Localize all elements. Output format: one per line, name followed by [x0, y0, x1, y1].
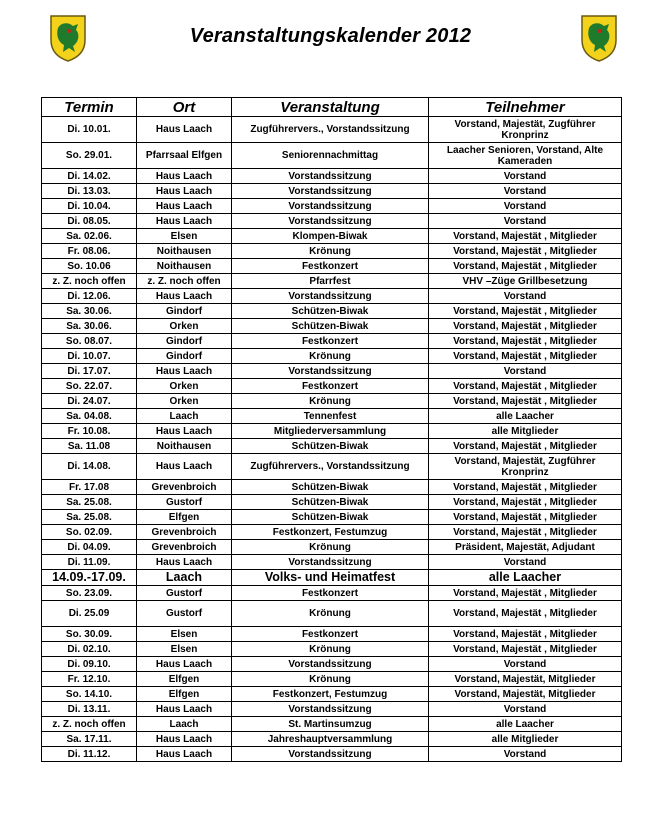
- cell-veranstaltung: St. Martinsumzug: [232, 717, 429, 732]
- cell-termin: Di. 17.07.: [42, 364, 137, 379]
- cell-teilnehmer: Vorstand, Majestät , Mitglieder: [429, 244, 622, 259]
- cell-termin: Sa. 17.11.: [42, 732, 137, 747]
- cell-ort: Elfgen: [137, 510, 232, 525]
- cell-ort: Elsen: [137, 627, 232, 642]
- cell-ort: Noithausen: [137, 244, 232, 259]
- cell-veranstaltung: Volks- und Heimatfest: [232, 570, 429, 586]
- table-row: [42, 717, 622, 732]
- cell-veranstaltung: Vorstandssitzung: [232, 702, 429, 717]
- cell-veranstaltung: Vorstandssitzung: [232, 364, 429, 379]
- table-row: [42, 394, 622, 409]
- cell-veranstaltung: Festkonzert: [232, 334, 429, 349]
- table-row: [42, 642, 622, 657]
- table-row: [42, 495, 622, 510]
- cell-ort: Haus Laach: [137, 117, 232, 143]
- cell-veranstaltung: Festkonzert: [232, 586, 429, 601]
- cell-veranstaltung: Tennenfest: [232, 409, 429, 424]
- cell-veranstaltung: Krönung: [232, 642, 429, 657]
- table-row: [42, 555, 622, 570]
- cell-teilnehmer: Vorstand: [429, 199, 622, 214]
- cell-veranstaltung: Festkonzert, Festumzug: [232, 687, 429, 702]
- cell-termin: Di. 11.12.: [42, 747, 137, 762]
- table-row: [42, 657, 622, 672]
- cell-termin: Di. 02.10.: [42, 642, 137, 657]
- cell-ort: Elfgen: [137, 672, 232, 687]
- cell-termin: Di. 10.07.: [42, 349, 137, 364]
- table-row: [42, 274, 622, 289]
- cell-termin: Sa. 02.06.: [42, 229, 137, 244]
- cell-termin: Di. 14.08.: [42, 454, 137, 480]
- cell-veranstaltung: Vorstandssitzung: [232, 169, 429, 184]
- table-row: [42, 525, 622, 540]
- table-header-row: [42, 98, 622, 117]
- cell-teilnehmer: Vorstand: [429, 555, 622, 570]
- table-row: [42, 214, 622, 229]
- table-row: [42, 601, 622, 627]
- cell-termin: So. 23.09.: [42, 586, 137, 601]
- table-row: [42, 454, 622, 480]
- cell-veranstaltung: Krönung: [232, 394, 429, 409]
- cell-veranstaltung: Vorstandssitzung: [232, 289, 429, 304]
- cell-termin: So. 29.01.: [42, 143, 137, 169]
- cell-veranstaltung: Festkonzert: [232, 379, 429, 394]
- cell-ort: Laach: [137, 409, 232, 424]
- table-row: [42, 199, 622, 214]
- cell-termin: Fr. 17.08: [42, 480, 137, 495]
- cell-termin: Di. 24.07.: [42, 394, 137, 409]
- cell-termin: So. 30.09.: [42, 627, 137, 642]
- cell-ort: Grevenbroich: [137, 540, 232, 555]
- cell-teilnehmer: Vorstand, Majestät , Mitglieder: [429, 642, 622, 657]
- cell-teilnehmer: Vorstand: [429, 364, 622, 379]
- cell-termin: So. 08.07.: [42, 334, 137, 349]
- cell-teilnehmer: Vorstand, Majestät , Mitglieder: [429, 304, 622, 319]
- cell-veranstaltung: Krönung: [232, 540, 429, 555]
- table-row: [42, 540, 622, 555]
- cell-veranstaltung: Vorstandssitzung: [232, 555, 429, 570]
- cell-ort: Grevenbroich: [137, 480, 232, 495]
- cell-veranstaltung: Mitgliederversammlung: [232, 424, 429, 439]
- table-row: [42, 424, 622, 439]
- header-ort: Ort: [137, 98, 232, 117]
- table-row: [42, 672, 622, 687]
- cell-teilnehmer: Vorstand: [429, 702, 622, 717]
- cell-termin: Di. 08.05.: [42, 214, 137, 229]
- cell-veranstaltung: Krönung: [232, 672, 429, 687]
- cell-veranstaltung: Seniorennachmittag: [232, 143, 429, 169]
- cell-teilnehmer: Laacher Senioren, Vorstand, Alte Kameraden: [429, 143, 622, 169]
- cell-teilnehmer: Vorstand, Majestät, Zugführer Kronprinz: [429, 117, 622, 143]
- cell-termin: So. 22.07.: [42, 379, 137, 394]
- cell-ort: Gindorf: [137, 304, 232, 319]
- cell-teilnehmer: Vorstand, Majestät , Mitglieder: [429, 480, 622, 495]
- cell-ort: Gustorf: [137, 586, 232, 601]
- cell-ort: Elsen: [137, 642, 232, 657]
- table-row: [42, 143, 622, 169]
- cell-teilnehmer: Vorstand, Majestät , Mitglieder: [429, 510, 622, 525]
- cell-termin: Sa. 11.08: [42, 439, 137, 454]
- cell-veranstaltung: Klompen-Biwak: [232, 229, 429, 244]
- cell-termin: Di. 13.03.: [42, 184, 137, 199]
- cell-termin: Di. 10.01.: [42, 117, 137, 143]
- cell-ort: Haus Laach: [137, 214, 232, 229]
- cell-termin: Sa. 25.08.: [42, 495, 137, 510]
- cell-veranstaltung: Jahreshauptversammlung: [232, 732, 429, 747]
- cell-veranstaltung: Krönung: [232, 601, 429, 627]
- table-row: [42, 732, 622, 747]
- cell-teilnehmer: Vorstand, Majestät , Mitglieder: [429, 601, 622, 627]
- cell-veranstaltung: Schützen-Biwak: [232, 510, 429, 525]
- cell-ort: Gindorf: [137, 349, 232, 364]
- table-row: [42, 480, 622, 495]
- table-row: [42, 304, 622, 319]
- cell-teilnehmer: Vorstand, Majestät , Mitglieder: [429, 627, 622, 642]
- cell-teilnehmer: Vorstand, Majestät , Mitglieder: [429, 439, 622, 454]
- table-row: [42, 319, 622, 334]
- table-row: [42, 169, 622, 184]
- cell-teilnehmer: Vorstand, Majestät, Mitglieder: [429, 687, 622, 702]
- table-row: [42, 439, 622, 454]
- cell-veranstaltung: Festkonzert: [232, 627, 429, 642]
- cell-veranstaltung: Zugführervers., Vorstandssitzung: [232, 117, 429, 143]
- cell-ort: Grevenbroich: [137, 525, 232, 540]
- cell-termin: z. Z. noch offen: [42, 274, 137, 289]
- table-body: [42, 117, 622, 762]
- cell-teilnehmer: Vorstand: [429, 184, 622, 199]
- cell-ort: Gustorf: [137, 495, 232, 510]
- cell-termin: Di. 11.09.: [42, 555, 137, 570]
- cell-teilnehmer: alle Laacher: [429, 570, 622, 586]
- cell-termin: Di. 09.10.: [42, 657, 137, 672]
- table-row: [42, 244, 622, 259]
- table-row: [42, 117, 622, 143]
- table-row: [42, 379, 622, 394]
- cell-teilnehmer: Vorstand, Majestät , Mitglieder: [429, 495, 622, 510]
- cell-termin: Di. 04.09.: [42, 540, 137, 555]
- cell-termin: Di. 25.09: [42, 601, 137, 627]
- table-row: [42, 409, 622, 424]
- cell-termin: Di. 10.04.: [42, 199, 137, 214]
- cell-teilnehmer: Vorstand: [429, 214, 622, 229]
- cell-veranstaltung: Schützen-Biwak: [232, 319, 429, 334]
- table-row: [42, 747, 622, 762]
- cell-teilnehmer: Vorstand, Majestät , Mitglieder: [429, 229, 622, 244]
- header-termin: Termin: [42, 98, 137, 117]
- cell-termin: Sa. 30.06.: [42, 304, 137, 319]
- cell-ort: Laach: [137, 570, 232, 586]
- header-teilnehmer: Teilnehmer: [429, 98, 622, 117]
- cell-termin: Fr. 10.08.: [42, 424, 137, 439]
- table-row: [42, 229, 622, 244]
- cell-teilnehmer: Vorstand, Majestät, Mitglieder: [429, 672, 622, 687]
- cell-veranstaltung: Krönung: [232, 349, 429, 364]
- cell-termin: Sa. 25.08.: [42, 510, 137, 525]
- cell-veranstaltung: Zugführervers., Vorstandssitzung: [232, 454, 429, 480]
- cell-veranstaltung: Vorstandssitzung: [232, 214, 429, 229]
- cell-ort: Orken: [137, 379, 232, 394]
- cell-veranstaltung: Schützen-Biwak: [232, 439, 429, 454]
- cell-ort: Pfarrsaal Elfgen: [137, 143, 232, 169]
- page-title: Veranstaltungskalender 2012: [189, 25, 472, 47]
- cell-ort: Elfgen: [137, 687, 232, 702]
- cell-ort: Orken: [137, 394, 232, 409]
- cell-ort: Haus Laach: [137, 555, 232, 570]
- cell-ort: Haus Laach: [137, 424, 232, 439]
- table-row: [42, 349, 622, 364]
- cell-ort: Noithausen: [137, 439, 232, 454]
- cell-ort: Haus Laach: [137, 747, 232, 762]
- cell-teilnehmer: Vorstand: [429, 747, 622, 762]
- cell-ort: Haus Laach: [137, 184, 232, 199]
- table-row: [42, 627, 622, 642]
- cell-termin: Di. 13.11.: [42, 702, 137, 717]
- cell-ort: Haus Laach: [137, 364, 232, 379]
- cell-ort: Orken: [137, 319, 232, 334]
- table-row: [42, 184, 622, 199]
- cell-ort: Noithausen: [137, 259, 232, 274]
- cell-teilnehmer: Vorstand, Majestät , Mitglieder: [429, 586, 622, 601]
- cell-teilnehmer: alle Mitglieder: [429, 424, 622, 439]
- cell-ort: Gindorf: [137, 334, 232, 349]
- cell-veranstaltung: Vorstandssitzung: [232, 747, 429, 762]
- cell-teilnehmer: Vorstand, Majestät , Mitglieder: [429, 394, 622, 409]
- cell-teilnehmer: Präsident, Majestät, Adjudant: [429, 540, 622, 555]
- cell-teilnehmer: Vorstand, Majestät , Mitglieder: [429, 525, 622, 540]
- cell-teilnehmer: Vorstand, Majestät, Zugführer Kronprinz: [429, 454, 622, 480]
- cell-veranstaltung: Vorstandssitzung: [232, 199, 429, 214]
- table-row: [42, 570, 622, 586]
- cell-teilnehmer: VHV –Züge Grillbesetzung: [429, 274, 622, 289]
- cell-ort: Gustorf: [137, 601, 232, 627]
- table-row: [42, 687, 622, 702]
- table-row: [42, 702, 622, 717]
- cell-veranstaltung: Schützen-Biwak: [232, 480, 429, 495]
- cell-ort: Haus Laach: [137, 454, 232, 480]
- cell-ort: Haus Laach: [137, 702, 232, 717]
- cell-teilnehmer: Vorstand: [429, 657, 622, 672]
- cell-termin: So. 02.09.: [42, 525, 137, 540]
- table-row: [42, 289, 622, 304]
- cell-termin: Di. 14.02.: [42, 169, 137, 184]
- cell-ort: Haus Laach: [137, 169, 232, 184]
- cell-veranstaltung: Pfarrfest: [232, 274, 429, 289]
- cell-teilnehmer: Vorstand: [429, 169, 622, 184]
- cell-veranstaltung: Schützen-Biwak: [232, 495, 429, 510]
- cell-veranstaltung: Krönung: [232, 244, 429, 259]
- cell-termin: Sa. 04.08.: [42, 409, 137, 424]
- table-row: [42, 334, 622, 349]
- cell-termin: So. 10.06: [42, 259, 137, 274]
- cell-veranstaltung: Schützen-Biwak: [232, 304, 429, 319]
- cell-termin: Sa. 30.06.: [42, 319, 137, 334]
- cell-ort: Haus Laach: [137, 289, 232, 304]
- cell-teilnehmer: alle Mitglieder: [429, 732, 622, 747]
- cell-ort: Haus Laach: [137, 732, 232, 747]
- cell-termin: Di. 12.06.: [42, 289, 137, 304]
- cell-teilnehmer: Vorstand, Majestät , Mitglieder: [429, 259, 622, 274]
- header-veranstaltung: Veranstaltung: [232, 98, 429, 117]
- cell-teilnehmer: alle Laacher: [429, 717, 622, 732]
- table-row: [42, 510, 622, 525]
- cell-veranstaltung: Festkonzert, Festumzug: [232, 525, 429, 540]
- cell-ort: Haus Laach: [137, 657, 232, 672]
- cell-teilnehmer: alle Laacher: [429, 409, 622, 424]
- cell-ort: Laach: [137, 717, 232, 732]
- event-calendar-table: [41, 97, 622, 762]
- cell-teilnehmer: Vorstand, Majestät , Mitglieder: [429, 334, 622, 349]
- table-row: [42, 259, 622, 274]
- table-row: [42, 586, 622, 601]
- cell-termin: z. Z. noch offen: [42, 717, 137, 732]
- cell-termin: So. 14.10.: [42, 687, 137, 702]
- cell-ort: Elsen: [137, 229, 232, 244]
- table-row: [42, 364, 622, 379]
- cell-teilnehmer: Vorstand, Majestät , Mitglieder: [429, 349, 622, 364]
- cell-ort: z. Z. noch offen: [137, 274, 232, 289]
- cell-termin: Fr. 12.10.: [42, 672, 137, 687]
- cell-termin: 14.09.-17.09.: [42, 570, 137, 586]
- cell-ort: Haus Laach: [137, 199, 232, 214]
- cell-veranstaltung: Vorstandssitzung: [232, 657, 429, 672]
- cell-teilnehmer: Vorstand, Majestät , Mitglieder: [429, 319, 622, 334]
- cell-termin: Fr. 08.06.: [42, 244, 137, 259]
- cell-veranstaltung: Festkonzert: [232, 259, 429, 274]
- cell-teilnehmer: Vorstand, Majestät , Mitglieder: [429, 379, 622, 394]
- cell-veranstaltung: Vorstandssitzung: [232, 184, 429, 199]
- cell-teilnehmer: Vorstand: [429, 289, 622, 304]
